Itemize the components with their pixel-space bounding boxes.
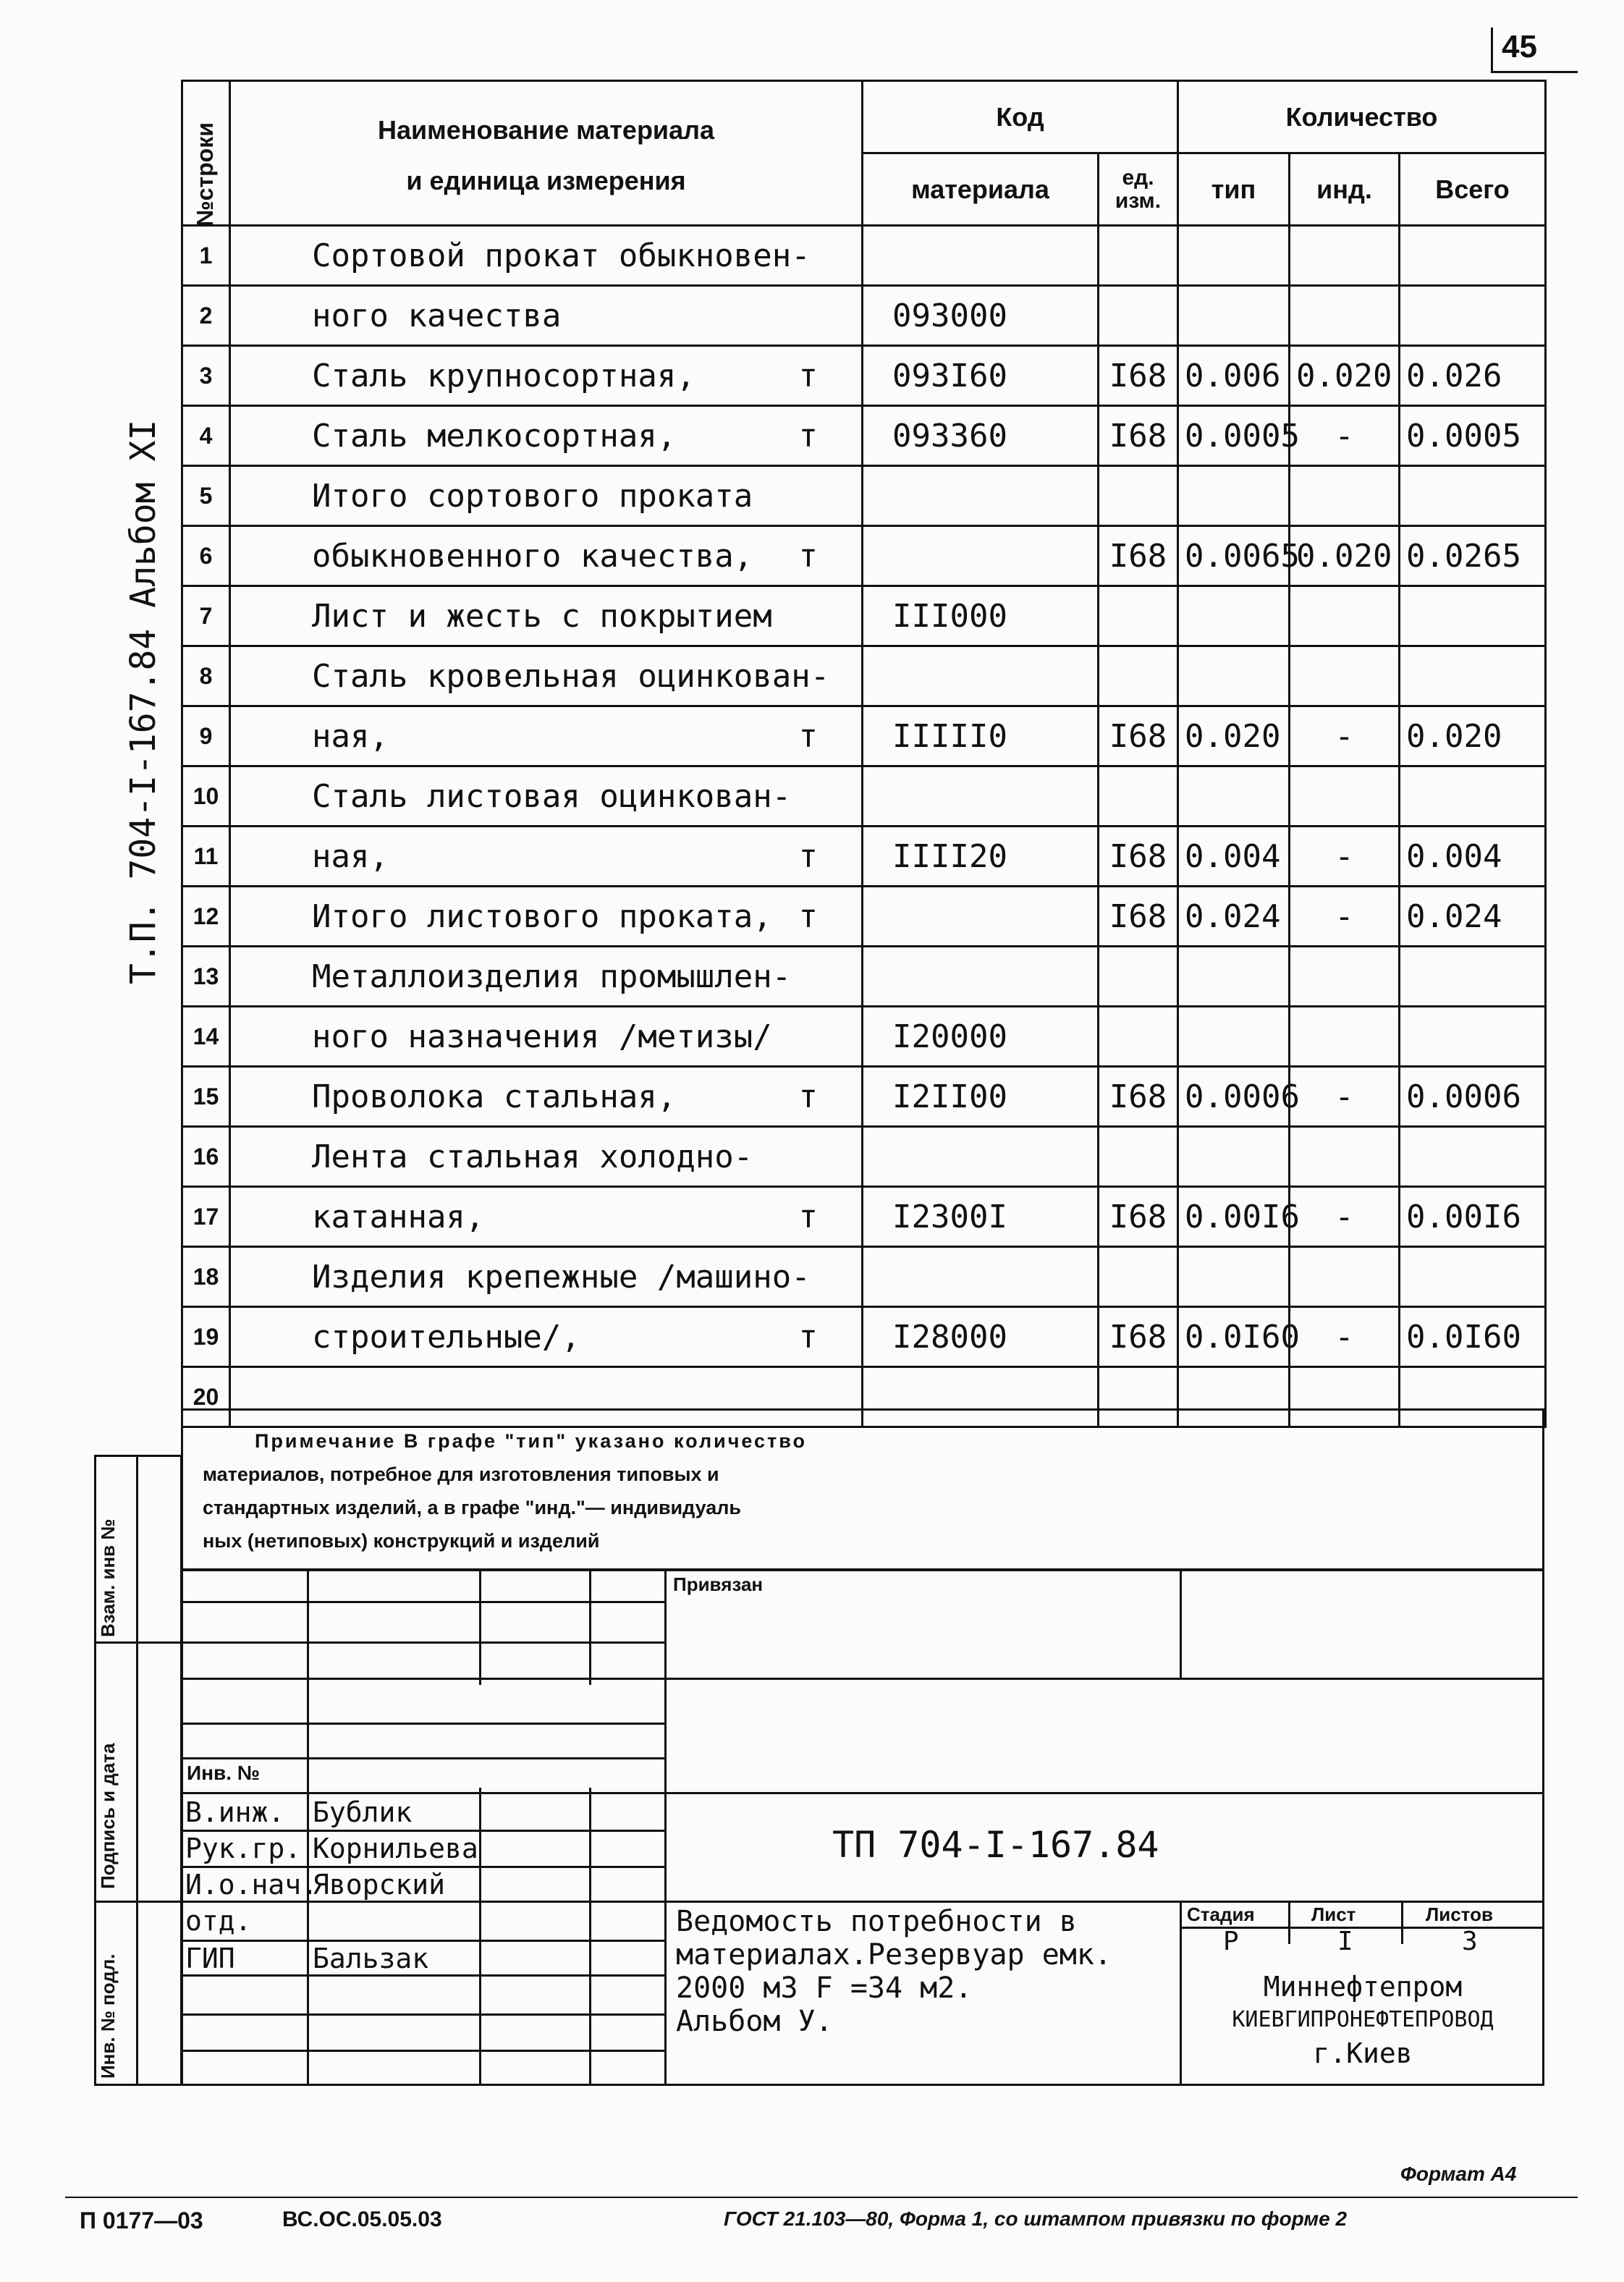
material-code: III000 [863, 586, 1099, 646]
material-name [230, 346, 863, 406]
material-name [230, 286, 863, 346]
person-role: ГИП [185, 1943, 235, 1974]
unit-code [1099, 286, 1178, 346]
person-role: отд. [185, 1905, 252, 1937]
row-number: 1 [182, 226, 230, 286]
material-name-text: обыкновенного качества, [312, 537, 753, 575]
material-name-text: катанная, [312, 1198, 485, 1235]
unit-code: I68 [1099, 406, 1178, 466]
material-name [230, 827, 863, 887]
org-line-2: КИЕВГИПРОНЕФТЕПРОВОД [1232, 2007, 1494, 2032]
side-title: Т.П. 704-I-167.84 Альбом XI [123, 419, 164, 984]
row-number: 4 [182, 406, 230, 466]
table-row [182, 1127, 1546, 1187]
person-name: Бальзак [313, 1943, 429, 1974]
header-qty-type: тип [1178, 153, 1290, 226]
header-qty-total: Всего [1400, 153, 1546, 226]
material-unit: т [798, 1078, 818, 1115]
tb-grid [181, 1792, 1544, 1794]
material-code [863, 526, 1099, 586]
material-code: 093360 [863, 406, 1099, 466]
table-row [182, 466, 1546, 526]
doc-title-line-2: материалах.Резервуар емк. [676, 1938, 1112, 1972]
person-name: Бублик [313, 1796, 413, 1828]
row-number: 2 [182, 286, 230, 346]
qty-ind: 0.020 [1290, 526, 1400, 586]
tb-grid [479, 1788, 481, 2086]
qty-ind: - [1290, 1307, 1400, 1367]
row-number: 5 [182, 466, 230, 526]
tb-grid [181, 1723, 664, 1725]
unit-code: I68 [1099, 887, 1178, 947]
sheets-label: Листов [1426, 1903, 1493, 1925]
side-label-podpis: Подпись и дата [97, 1743, 119, 1889]
footer-gost: ГОСТ 21.103—80, Форма 1, со штампом привязки по форме 2 [724, 2207, 1348, 2230]
inv-no-label: Инв. № [187, 1762, 261, 1784]
table-row [182, 346, 1546, 406]
material-name-text: Сталь мелкосортная, [312, 417, 677, 455]
table-row [182, 406, 1546, 466]
header-row-number: №строки [182, 81, 230, 226]
material-name [230, 466, 863, 526]
qty-total [1400, 947, 1546, 1007]
material-code [863, 947, 1099, 1007]
unit-code: I68 [1099, 1067, 1178, 1127]
material-code [863, 766, 1099, 827]
qty-total [1400, 466, 1546, 526]
table-row [182, 947, 1546, 1007]
privyazan-label: Привязан [673, 1573, 764, 1595]
material-code: IIIII0 [863, 706, 1099, 766]
qty-ind: - [1290, 1067, 1400, 1127]
doc-title [676, 1905, 1112, 2038]
qty-total: 0.0I60 [1400, 1307, 1546, 1367]
row-number: 6 [182, 526, 230, 586]
tb-grid [181, 2013, 664, 2016]
qty-type: 0.004 [1178, 827, 1290, 887]
qty-type: 0.0006 [1178, 1067, 1290, 1127]
tb-grid [589, 1788, 591, 2086]
unit-code: I68 [1099, 1187, 1178, 1247]
row-number: 13 [182, 947, 230, 1007]
qty-type: 0.006 [1178, 346, 1290, 406]
person-role: И.о.нач. [185, 1869, 318, 1901]
material-name-text: Сталь кровельная оцинкован- [312, 657, 830, 695]
qty-type: 0.0I60 [1178, 1307, 1290, 1367]
material-name-text: Металлоизделия промышлен- [312, 958, 792, 995]
tb-grid [479, 1569, 481, 1685]
note-line-3: стандартных изделий, а в графе "инд."— индивидуаль [203, 1497, 742, 1518]
material-name-text: ного назначения /метизы/ [312, 1018, 772, 1055]
qty-type: 0.024 [1178, 887, 1290, 947]
material-unit: т [798, 717, 818, 755]
material-name-text: ная, [312, 717, 389, 755]
person-role: В.инж. [185, 1796, 285, 1828]
material-name [230, 526, 863, 586]
unit-code: I68 [1099, 346, 1178, 406]
material-code: 093I60 [863, 346, 1099, 406]
qty-type: 0.020 [1178, 706, 1290, 766]
table-row [182, 1247, 1546, 1307]
table-row [182, 586, 1546, 646]
side-label-vzam: Взам. инв № [97, 1518, 119, 1637]
row-number: 7 [182, 586, 230, 646]
table-row [182, 286, 1546, 346]
table-row [182, 766, 1546, 827]
material-name-text: Итого листового проката, [312, 897, 772, 935]
qty-ind [1290, 1247, 1400, 1307]
qty-ind [1290, 947, 1400, 1007]
table-row [182, 706, 1546, 766]
header-code-material: материала [863, 153, 1099, 226]
row-number: 8 [182, 646, 230, 706]
doc-title-line-3: 2000 м3 F =34 м2. [676, 1972, 973, 2005]
material-unit: т [798, 1318, 818, 1356]
header-quantity: Количество [1178, 81, 1546, 153]
qty-ind [1290, 1127, 1400, 1187]
material-name [230, 706, 863, 766]
organization [1184, 1970, 1541, 2070]
org-line-1: Миннефтепром [1263, 1971, 1463, 2003]
unit-code [1099, 466, 1178, 526]
row-number: 11 [182, 827, 230, 887]
material-unit: т [798, 897, 818, 935]
note-line-1: Примечание В графе "тип" указано количество [255, 1430, 807, 1452]
row-number: 17 [182, 1187, 230, 1247]
qty-total: 0.026 [1400, 346, 1546, 406]
material-name-text: Лист и жесть с покрытием [312, 597, 772, 635]
material-name [230, 1307, 863, 1367]
material-name [230, 406, 863, 466]
table-row [182, 887, 1546, 947]
material-name [230, 1127, 863, 1187]
material-name [230, 586, 863, 646]
qty-ind [1290, 586, 1400, 646]
row-number: 15 [182, 1067, 230, 1127]
qty-total [1400, 766, 1546, 827]
qty-type [1178, 766, 1290, 827]
header-code-unit: ед. изм. [1099, 153, 1178, 226]
stage-value: Р [1223, 1927, 1239, 1956]
table-row [182, 226, 1546, 286]
material-code [863, 466, 1099, 526]
material-code: I2II00 [863, 1067, 1099, 1127]
row-number: 9 [182, 706, 230, 766]
qty-type [1178, 1247, 1290, 1307]
table-body [182, 226, 1546, 1427]
material-name-text: ная, [312, 837, 389, 875]
material-name [230, 1007, 863, 1067]
qty-total [1400, 586, 1546, 646]
qty-type [1178, 226, 1290, 286]
qty-total [1400, 286, 1546, 346]
footer-left-code: П 0177—03 [80, 2207, 203, 2234]
header-code: Код [863, 81, 1178, 153]
tb-grid [181, 1940, 664, 1942]
person-role: Рук.гр. [185, 1833, 302, 1864]
material-name [230, 766, 863, 827]
qty-total: 0.0265 [1400, 526, 1546, 586]
qty-ind [1290, 1007, 1400, 1067]
unit-code [1099, 586, 1178, 646]
tb-grid [181, 1757, 664, 1759]
row-number: 16 [182, 1127, 230, 1187]
material-name [230, 947, 863, 1007]
material-unit: т [798, 357, 818, 394]
material-code [863, 226, 1099, 286]
qty-ind [1290, 466, 1400, 526]
qty-type [1178, 586, 1290, 646]
material-name [230, 1247, 863, 1307]
side-stamp-grid [94, 1901, 182, 1903]
qty-total: 0.004 [1400, 827, 1546, 887]
qty-type [1178, 286, 1290, 346]
qty-type [1178, 646, 1290, 706]
unit-code [1099, 1247, 1178, 1307]
material-code: I2300I [863, 1187, 1099, 1247]
material-code [863, 1127, 1099, 1187]
tb-grid [181, 1601, 664, 1603]
qty-total: 0.020 [1400, 706, 1546, 766]
material-name [230, 1067, 863, 1127]
qty-ind: - [1290, 706, 1400, 766]
qty-total: 0.0006 [1400, 1067, 1546, 1127]
footer-rule [65, 2197, 1578, 2198]
row-number: 3 [182, 346, 230, 406]
unit-code [1099, 226, 1178, 286]
qty-ind: - [1290, 887, 1400, 947]
unit-code: I68 [1099, 526, 1178, 586]
qty-ind [1290, 646, 1400, 706]
doc-code: ТП 704-I-167.84 [832, 1824, 1159, 1866]
qty-type: 0.0065 [1178, 526, 1290, 586]
material-code: 093000 [863, 286, 1099, 346]
material-name-text: Проволока стальная, [312, 1078, 677, 1115]
material-name [230, 1187, 863, 1247]
row-number: 14 [182, 1007, 230, 1067]
person-name: Яворский [313, 1869, 446, 1901]
qty-type: 0.00I6 [1178, 1187, 1290, 1247]
qty-type [1178, 947, 1290, 1007]
table-row [182, 827, 1546, 887]
stage-label: Стадия [1187, 1903, 1255, 1925]
row-number: 12 [182, 887, 230, 947]
material-name-text: Сортовой прокат обыкновен- [312, 237, 811, 274]
qty-ind [1290, 226, 1400, 286]
table-row [182, 1307, 1546, 1367]
material-name-text: строительные/, [312, 1318, 580, 1356]
header-material-name: Наименование материала и единица измерения [230, 81, 863, 226]
material-unit: т [798, 1198, 818, 1235]
doc-title-line-1: Ведомость потребности в [676, 1905, 1077, 1938]
qty-ind: - [1290, 406, 1400, 466]
material-code: IIII20 [863, 827, 1099, 887]
qty-total [1400, 646, 1546, 706]
qty-type [1178, 1127, 1290, 1187]
material-code: I28000 [863, 1307, 1099, 1367]
row-number: 10 [182, 766, 230, 827]
tb-grid [181, 1641, 664, 1644]
unit-code: I68 [1099, 706, 1178, 766]
qty-ind: 0.020 [1290, 346, 1400, 406]
row-number: 19 [182, 1307, 230, 1367]
qty-total: 0.024 [1400, 887, 1546, 947]
tb-grid [1288, 1901, 1290, 1944]
org-line-3: г.Киев [1313, 2037, 1413, 2069]
qty-ind [1290, 286, 1400, 346]
qty-total [1400, 1007, 1546, 1067]
unit-code [1099, 1127, 1178, 1187]
material-code [863, 1247, 1099, 1307]
qty-type [1178, 466, 1290, 526]
table-row [182, 646, 1546, 706]
qty-ind [1290, 766, 1400, 827]
material-name-text: Лента стальная холодно- [312, 1138, 753, 1175]
side-stamp-grid [94, 1641, 182, 1644]
tb-grid [181, 2050, 664, 2052]
format-label: Формат А4 [1400, 2163, 1517, 2185]
side-stamp-grid [136, 1455, 138, 2086]
page-number-border [1491, 28, 1493, 71]
note-line-2: материалов, потребное для изготовления типовых и [203, 1463, 719, 1485]
tb-grid [589, 1569, 591, 1685]
material-name [230, 226, 863, 286]
material-unit: т [798, 837, 818, 875]
material-name-text: Изделия крепежные /машино- [312, 1258, 811, 1296]
footer-mid-code: ВС.ОС.05.05.03 [282, 2207, 442, 2231]
material-name-text: Итого сортового проката [312, 477, 753, 515]
tb-grid [181, 1974, 664, 1977]
qty-total: 0.0005 [1400, 406, 1546, 466]
material-name [230, 646, 863, 706]
unit-code [1099, 1007, 1178, 1067]
qty-ind: - [1290, 1187, 1400, 1247]
page-number-border [1491, 71, 1578, 73]
row-number: 18 [182, 1247, 230, 1307]
note-text [203, 1424, 807, 1558]
material-name [230, 887, 863, 947]
qty-total [1400, 226, 1546, 286]
sheet-value: I [1337, 1927, 1353, 1956]
doc-title-line-4: Альбом У. [676, 2005, 833, 2038]
qty-total [1400, 1247, 1546, 1307]
tb-grid [307, 1569, 309, 2086]
material-name-text: Сталь листовая оцинкован- [312, 777, 792, 815]
qty-total [1400, 1127, 1546, 1187]
sheet-label: Лист [1311, 1903, 1356, 1925]
qty-ind: - [1290, 827, 1400, 887]
tb-grid [181, 1901, 1544, 1903]
tb-grid [664, 1569, 667, 2086]
material-unit: т [798, 537, 818, 575]
material-code: I20000 [863, 1007, 1099, 1067]
material-name-text: ного качества [312, 297, 562, 334]
unit-code [1099, 766, 1178, 827]
side-label-inv-podl: Инв. № подл. [97, 1953, 119, 2079]
note-line-4: ных (нетиповых) конструкций и изделий [203, 1530, 600, 1552]
sheets-value: 3 [1462, 1927, 1478, 1956]
material-code [863, 646, 1099, 706]
materials-table [181, 80, 1547, 1428]
tb-grid [181, 1678, 1544, 1680]
material-unit: т [798, 417, 818, 455]
unit-code: I68 [1099, 827, 1178, 887]
table-row [182, 1067, 1546, 1127]
person-name: Корнильева [313, 1833, 478, 1864]
tb-grid [181, 1866, 664, 1868]
qty-type: 0.0005 [1178, 406, 1290, 466]
table-row [182, 526, 1546, 586]
material-name-text: Сталь крупносортная, [312, 357, 695, 394]
tb-grid [181, 1830, 664, 1832]
qty-total: 0.00I6 [1400, 1187, 1546, 1247]
material-code [863, 887, 1099, 947]
table-row [182, 1007, 1546, 1067]
header-qty-ind: инд. [1290, 153, 1400, 226]
unit-code [1099, 947, 1178, 1007]
table-row [182, 1187, 1546, 1247]
tb-grid [1180, 1569, 1182, 1679]
qty-type [1178, 1007, 1290, 1067]
unit-code: I68 [1099, 1307, 1178, 1367]
page-number: 45 [1502, 29, 1537, 64]
row-number: 20 [182, 1367, 230, 1427]
tb-grid [1401, 1901, 1403, 1944]
unit-code [1099, 646, 1178, 706]
